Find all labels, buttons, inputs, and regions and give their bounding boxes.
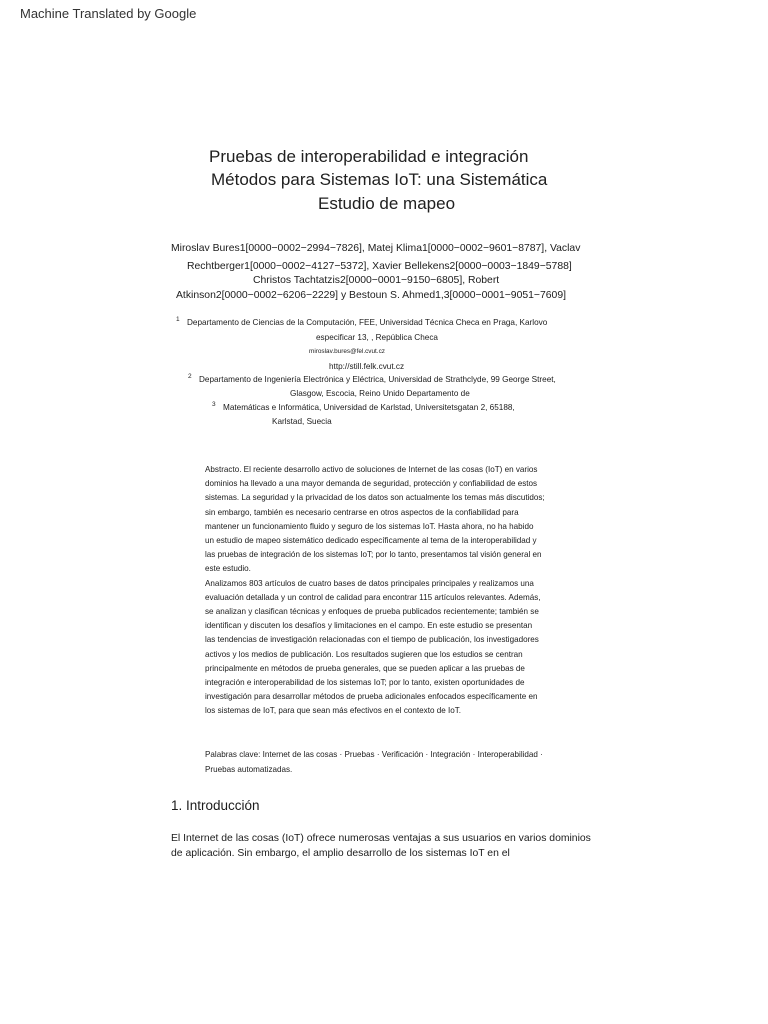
abstract-line: este estudio.	[205, 564, 251, 574]
keywords-line: Pruebas automatizadas.	[205, 764, 293, 774]
abstract-line: evaluación detallada y un control de calidad para encontrar 115 artículos relevantes. Además,	[205, 592, 541, 602]
affiliation-3-line-2: Karlstad, Suecia	[272, 417, 332, 426]
authors-line-3: Christos Tachtatzis2[0000−0001−9150−6805], Robert	[253, 275, 500, 286]
affiliation-mark-3: 3	[212, 401, 216, 408]
abstract-line: los sistemas de IoT, para que sean más efectivos en el contexto de IoT.	[205, 706, 461, 716]
abstract-line: principalmente en métodos de prueba generales, que se pueden aplicar a las pruebas de	[205, 663, 525, 673]
introduction-paragraph	[171, 831, 591, 861]
paper-title-line-3: Estudio de mapeo	[318, 194, 456, 213]
affiliation-1-line-2: especificar 13, , República Checa	[316, 333, 438, 342]
affiliation-1-email: miroslav.bures@fel.cvut.cz	[309, 348, 385, 355]
authors-line-2: Rechtberger1[0000−0002−4127−5372], Xavier Bellekens2[0000−0003−1849−5788]	[187, 261, 572, 272]
abstract-line: identifican y discuten los desafíos y limitaciones en el campo. En este estudio se presentan	[205, 621, 533, 631]
abstract-line: dominios ha llevado a una mayor demanda de seguridad, protección y confiabilidad de estos	[205, 479, 538, 489]
keywords	[205, 748, 577, 777]
paper-title-line-2: Métodos para Sistemas IoT: una Sistemática	[211, 170, 548, 189]
affiliation-1-url: http://still.felk.cvut.cz	[329, 362, 405, 371]
abstract-line: las tendencias de investigación relacionadas con el tiempo de publicación, los investigadores	[205, 635, 539, 645]
authors-line-1: Miroslav Bures1[0000−0002−2994−7826], Matej Klima1[0000−0002−9601−8787], Vaclav	[171, 243, 581, 254]
paper-title-line-1: Pruebas de interoperabilidad e integración	[209, 147, 529, 166]
abstract-line: mantener un funcionamiento fluido y seguro de los sistemas IoT. Hasta ahora, no ha habido	[205, 521, 534, 531]
abstract-line: sin embargo, también es necesario centrarse en otros aspectos de la confiabilidad para	[205, 507, 519, 517]
abstract-line: Analizamos 803 artículos de cuatro bases de datos principales principales y realizamos una	[205, 578, 534, 588]
affiliation-mark-2: 2	[188, 373, 192, 380]
abstract-line: investigación para desarrollar métodos de prueba adicionales enfocados específicamente en	[205, 692, 538, 702]
abstract-line: se analizan y clasifican técnicas y enfoques de prueba publicados recientemente; también se	[205, 607, 539, 617]
affiliation-2-line-1: Departamento de Ingeniería Electrónica y Eléctrica, Universidad de Strathclyde, 99 George Street,	[199, 375, 556, 384]
abstract	[205, 463, 577, 719]
abstract-line: un estudio de mapeo sistemático dedicado específicamente al tema de la interoperabilidad y	[205, 536, 537, 546]
abstract-line: las pruebas de integración de los sistemas IoT; por lo tanto, presentamos tal visión general en	[205, 550, 542, 560]
body-line: de aplicación. Sin embargo, el amplio desarrollo de los sistemas IoT en el	[171, 848, 510, 859]
affiliation-3-line-1: Matemáticas e Informática, Universidad de Karlstad, Universitetsgatan 2, 65188,	[223, 403, 515, 412]
authors-line-4: Atkinson2[0000−0002−6206−2229] y Bestoun S. Ahmed1,3[0000−0001−9051−7609]	[176, 290, 566, 301]
affiliation-mark-1: 1	[176, 316, 180, 323]
machine-translation-banner: Machine Translated by Google	[20, 6, 197, 21]
keywords-line: Palabras clave: Internet de las cosas · Pruebas · Verificación · Integración · Interoperabilidad ·	[205, 750, 543, 759]
abstract-line: integración e interoperabilidad de los sistemas IoT; por lo tanto, existen oportunidades de	[205, 678, 525, 688]
affiliation-1-line-1: Departamento de Ciencias de la Computación, FEE, Universidad Técnica Checa en Praga, Karlovo	[187, 318, 548, 327]
section-heading-introduction: 1. Introducción	[171, 798, 260, 813]
body-line: El Internet de las cosas (IoT) ofrece numerosas ventajas a sus usuarios en varios dominios	[171, 833, 591, 844]
abstract-line: Abstracto. El reciente desarrollo activo de soluciones de Internet de las cosas (IoT) en varios	[205, 465, 538, 474]
abstract-line: sistemas. La seguridad y la privacidad de los datos son actualmente los temas más discutidos;	[205, 493, 545, 503]
affiliation-2-line-2: Glasgow, Escocia, Reino Unido Departamento de	[290, 389, 470, 398]
abstract-line: activos y los medios de publicación. Los resultados sugieren que los estudios se centran	[205, 649, 523, 659]
